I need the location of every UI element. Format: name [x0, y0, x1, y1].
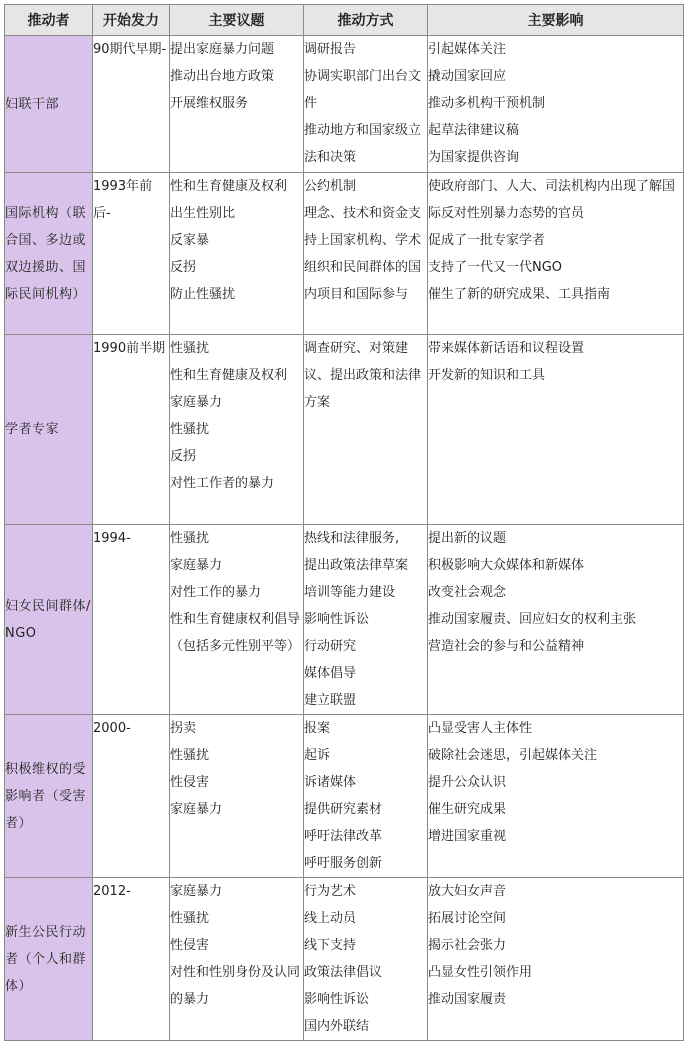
impact-item: 带来媒体新话语和议程设置 — [428, 341, 585, 356]
table-row — [5, 335, 684, 525]
impact-item: 揭示社会张力 — [428, 938, 507, 953]
impacts-cell — [428, 525, 684, 715]
impact-item: 推动国家履责 — [428, 992, 507, 1007]
impact-item: 放大妇女声音 — [428, 884, 507, 899]
table-row — [5, 525, 684, 715]
issue-item: 对性工作者的暴力 — [170, 476, 275, 491]
impact-item: 积极影响大众媒体和新媒体 — [428, 558, 585, 573]
issue-item: 性侵害 — [170, 938, 210, 953]
issues-cell — [170, 335, 304, 525]
impact-item: 凸显受害人主体性 — [428, 721, 533, 736]
impact-item: 使政府部门、人大、司法机构内出现了解国际反对性别暴力态势的官员 — [428, 179, 676, 221]
issue-item: 推动出台地方政策 — [170, 69, 275, 84]
issue-item: 性和生育健康权利倡导（包括多元性别平等） — [170, 612, 301, 654]
method-item: 推动地方和国家级立法和决策 — [304, 123, 422, 165]
impacts-cell — [428, 36, 684, 173]
impacts-cell — [428, 715, 684, 878]
issue-item: 出生性别比 — [170, 206, 236, 221]
method-item: 影响性诉讼 — [304, 612, 370, 627]
start-cell: 2000- — [93, 715, 170, 878]
method-item: 影响性诉讼 — [304, 992, 370, 1007]
method-item: 行为艺术 — [304, 884, 357, 899]
method-item: 协调实职部门出台文件 — [304, 69, 422, 111]
table-row — [5, 36, 684, 173]
impact-item: 推动国家履责、回应妇女的权利主张 — [428, 612, 637, 627]
impact-item: 促成了一批专家学者 — [428, 233, 546, 248]
impact-item: 催生研究成果 — [428, 802, 507, 817]
actor-cell: 妇联干部 — [5, 36, 93, 173]
issue-item: 性骚扰 — [170, 422, 210, 437]
method-item: 提出政策法律草案 — [304, 558, 409, 573]
advocacy-table — [4, 4, 684, 1041]
impact-item: 营造社会的参与和公益精神 — [428, 639, 585, 654]
impact-item: 引起媒体关注 — [428, 42, 507, 57]
method-item: 呼吁服务创新 — [304, 856, 383, 871]
method-item: 提供研究素材 — [304, 802, 383, 817]
actor-cell: 积极维权的受影响者（受害者） — [5, 715, 93, 878]
issue-item: 家庭暴力 — [170, 558, 223, 573]
header-methods: 推动方式 — [304, 5, 428, 36]
issue-item: 提出家庭暴力问题 — [170, 42, 275, 57]
methods-cell — [304, 715, 428, 878]
issue-item: 性和生育健康及权利 — [170, 179, 288, 194]
method-item: 调研报告 — [304, 42, 357, 57]
impact-item: 拓展讨论空间 — [428, 911, 507, 926]
issue-item: 性侵害 — [170, 775, 210, 790]
start-cell: 1994- — [93, 525, 170, 715]
impact-item: 改变社会观念 — [428, 585, 507, 600]
impact-item: 为国家提供咨询 — [428, 150, 520, 165]
method-item: 媒体倡导 — [304, 666, 357, 681]
method-item: 理念、技术和资金支持上国家机构、学术组织和民间群体的国内项目和国际参与 — [304, 206, 422, 302]
actor-cell: 学者专家 — [5, 335, 93, 525]
impacts-cell — [428, 335, 684, 525]
impacts-cell — [428, 173, 684, 335]
issue-item: 对性工作的暴力 — [170, 585, 262, 600]
method-item: 调查研究、对策建议、提出政策和法律方案 — [304, 341, 422, 410]
issue-item: 家庭暴力 — [170, 802, 223, 817]
method-item: 报案 — [304, 721, 331, 736]
issue-item: 反拐 — [170, 449, 197, 464]
impact-item: 催生了新的研究成果、工具指南 — [428, 287, 611, 302]
actor-cell: 新生公民行动者（个人和群体） — [5, 878, 93, 1041]
issues-cell — [170, 525, 304, 715]
header-impacts: 主要影响 — [428, 5, 684, 36]
start-cell: 2012- — [93, 878, 170, 1041]
impact-item: 撬动国家回应 — [428, 69, 507, 84]
impact-item: 增进国家重视 — [428, 829, 507, 844]
impact-item: 推动多机构干预机制 — [428, 96, 546, 111]
start-cell: 1990前半期 — [93, 335, 170, 525]
method-item: 线下支持 — [304, 938, 357, 953]
issue-item: 对性和性别身份及认同的暴力 — [170, 965, 301, 1007]
header-issues: 主要议题 — [170, 5, 304, 36]
issue-item: 性骚扰 — [170, 531, 210, 546]
impact-item: 破除社会迷思，引起媒体关注 — [428, 748, 598, 763]
impact-item: 凸显女性引领作用 — [428, 965, 533, 980]
issues-cell — [170, 878, 304, 1041]
method-item: 热线和法律服务, — [304, 531, 400, 546]
method-item: 起诉 — [304, 748, 331, 763]
methods-cell — [304, 878, 428, 1041]
issues-cell — [170, 173, 304, 335]
methods-cell — [304, 525, 428, 715]
method-item: 政策法律倡议 — [304, 965, 383, 980]
methods-cell — [304, 36, 428, 173]
issue-item: 性骚扰 — [170, 911, 210, 926]
issues-cell — [170, 36, 304, 173]
impact-item: 提升公众认识 — [428, 775, 507, 790]
impact-item: 开发新的知识和工具 — [428, 368, 546, 383]
issue-item: 拐卖 — [170, 721, 197, 736]
method-item: 国内外联结 — [304, 1019, 370, 1034]
table-row — [5, 715, 684, 878]
issue-item: 性骚扰 — [170, 341, 210, 356]
header-row — [5, 5, 684, 36]
issue-item: 家庭暴力 — [170, 395, 223, 410]
actor-cell: 妇女民间群体/NGO — [5, 525, 93, 715]
header-start: 开始发力 — [93, 5, 170, 36]
method-item: 诉诸媒体 — [304, 775, 357, 790]
issues-cell — [170, 715, 304, 878]
method-item: 培训等能力建设 — [304, 585, 396, 600]
method-item: 线上动员 — [304, 911, 357, 926]
issue-item: 家庭暴力 — [170, 884, 223, 899]
impact-item: 起草法律建议稿 — [428, 123, 520, 138]
issue-item: 反家暴 — [170, 233, 210, 248]
methods-cell — [304, 173, 428, 335]
impact-item: 支持了一代又一代NGO — [428, 260, 563, 275]
methods-cell — [304, 335, 428, 525]
issue-item: 性和生育健康及权利 — [170, 368, 288, 383]
method-item: 公约机制 — [304, 179, 357, 194]
table-row — [5, 173, 684, 335]
header-actor: 推动者 — [5, 5, 93, 36]
method-item: 建立联盟 — [304, 693, 357, 708]
issue-item: 反拐 — [170, 260, 197, 275]
issue-item: 防止性骚扰 — [170, 287, 236, 302]
impact-item: 提出新的议题 — [428, 531, 507, 546]
start-cell: 90期代早期- — [93, 36, 170, 173]
method-item: 呼吁法律改革 — [304, 829, 383, 844]
table-row — [5, 878, 684, 1041]
start-cell: 1993年前后- — [93, 173, 170, 335]
actor-cell: 国际机构（联合国、多边或双边援助、国际民间机构） — [5, 173, 93, 335]
impacts-cell — [428, 878, 684, 1041]
issue-item: 性骚扰 — [170, 748, 210, 763]
method-item: 行动研究 — [304, 639, 357, 654]
issue-item: 开展维权服务 — [170, 96, 249, 111]
